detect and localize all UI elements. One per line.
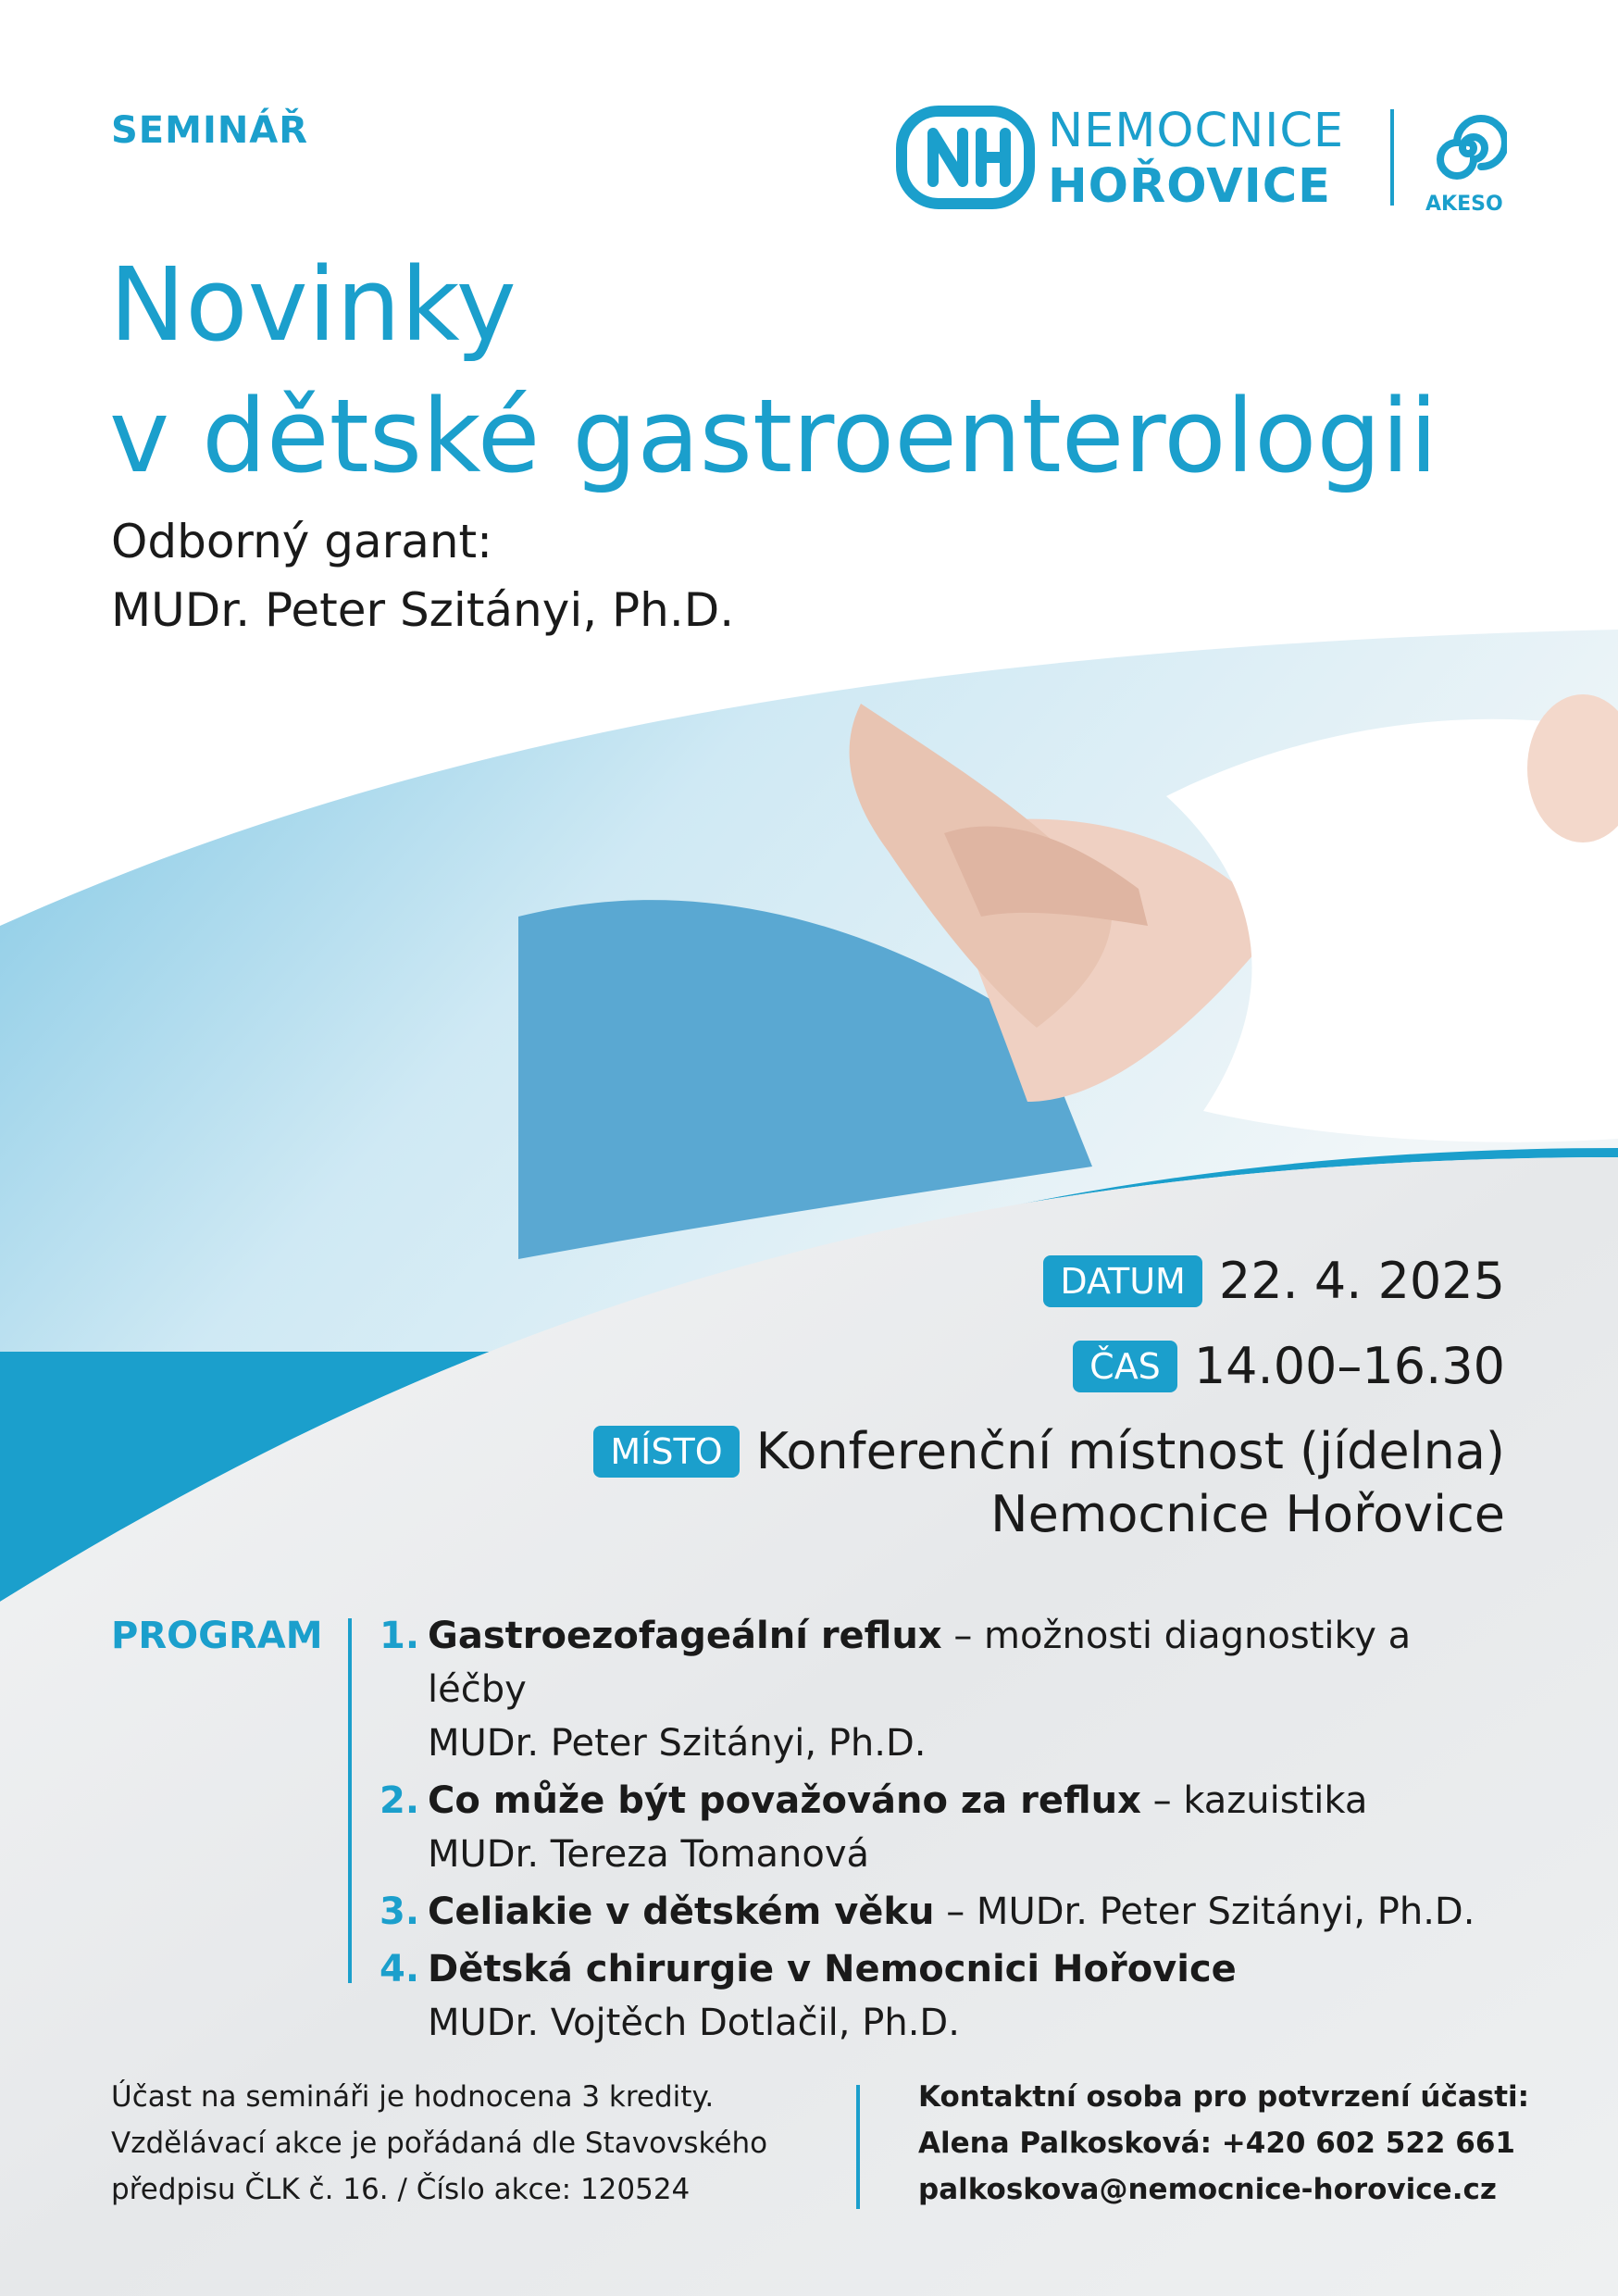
program-item-desc: – MUDr. Peter Szitányi, Ph.D. [934, 1890, 1475, 1933]
program-item-number: 1. [380, 1615, 420, 1657]
place-row [593, 1422, 1505, 1480]
hospital-name-line1: NEMOCNICE [1048, 104, 1345, 158]
program-item-title: Dětská chirurgie v Nemocnici Hořovice [428, 1948, 1237, 1990]
seminar-label: SEMINÁŘ [111, 109, 309, 152]
time-row [1073, 1337, 1505, 1395]
program-item-title: Gastroezofageální reflux [428, 1615, 942, 1657]
date-value: 22. 4. 2025 [1218, 1252, 1505, 1310]
title-line-2: v dětské gastroenterologii [109, 377, 1438, 495]
contact-heading: Kontaktní osoba pro potvrzení účasti: [918, 2080, 1530, 2114]
program-item-desc: – kazuistika [1140, 1779, 1368, 1822]
program-item-title: Celiakie v dětském věku [428, 1890, 935, 1933]
place-badge: MÍSTO [593, 1426, 739, 1478]
date-badge: DATUM [1043, 1255, 1201, 1307]
page-title [109, 239, 1438, 502]
program-item-3 [380, 1885, 1518, 1939]
contact-email[interactable]: palkoskova@nemocnice-horovice.cz [918, 2173, 1497, 2206]
logo-divider [1390, 109, 1394, 206]
footer-left-line3: předpisu ČLK č. 16. / Číslo akce: 120524 [111, 2173, 691, 2206]
program-label: PROGRAM [111, 1615, 323, 1657]
footer-divider [856, 2085, 860, 2209]
program-item-number: 2. [380, 1779, 420, 1822]
place-line-1: Konferenční místnost (jídelna) [755, 1422, 1505, 1480]
time-badge: ČAS [1073, 1341, 1177, 1392]
program-item-title: Co může být považováno za reflux [428, 1779, 1141, 1822]
program-item-speaker: MUDr. Tereza Tomanová [428, 1833, 870, 1876]
footer-contact [918, 2074, 1529, 2213]
program-item-number: 3. [380, 1890, 420, 1933]
title-line-1: Novinky [109, 245, 517, 364]
akeso-spiral-icon [1429, 109, 1507, 187]
program-item-desc: – možnosti diagnostiky a léčby [428, 1615, 1412, 1711]
guarantor [111, 507, 734, 644]
hospital-name [1048, 104, 1344, 215]
akeso-label: AKESO [1425, 193, 1503, 216]
date-row [1043, 1252, 1505, 1310]
program-item-4 [380, 1942, 1518, 2050]
program-item-speaker: MUDr. Peter Szitányi, Ph.D. [428, 1722, 927, 1765]
nh-logo-icon [896, 106, 1035, 209]
guarantor-name: MUDr. Peter Szitányi, Ph.D. [111, 583, 735, 637]
program-divider [348, 1618, 352, 1983]
place-line-2: Nemocnice Hořovice [990, 1485, 1505, 1543]
footer-left-line1: Účast na semináři je hodnocena 3 kredity. [111, 2080, 715, 2114]
program-item-1 [380, 1609, 1518, 1770]
program-item-2 [380, 1774, 1518, 1881]
footer-left-line2: Vzdělávací akce je pořádaná dle Stavovského [111, 2127, 768, 2160]
time-value: 14.00–16.30 [1193, 1337, 1505, 1395]
program-list [380, 1609, 1518, 2053]
program-item-speaker: MUDr. Vojtěch Dotlačil, Ph.D. [428, 2002, 960, 2044]
hospital-name-line2: HOŘOVICE [1048, 159, 1332, 214]
contact-phone[interactable]: Alena Palkosková: +420 602 522 661 [918, 2127, 1515, 2160]
footer-credits [111, 2074, 767, 2213]
program-item-number: 4. [380, 1948, 420, 1990]
guarantor-label: Odborný garant: [111, 515, 492, 568]
